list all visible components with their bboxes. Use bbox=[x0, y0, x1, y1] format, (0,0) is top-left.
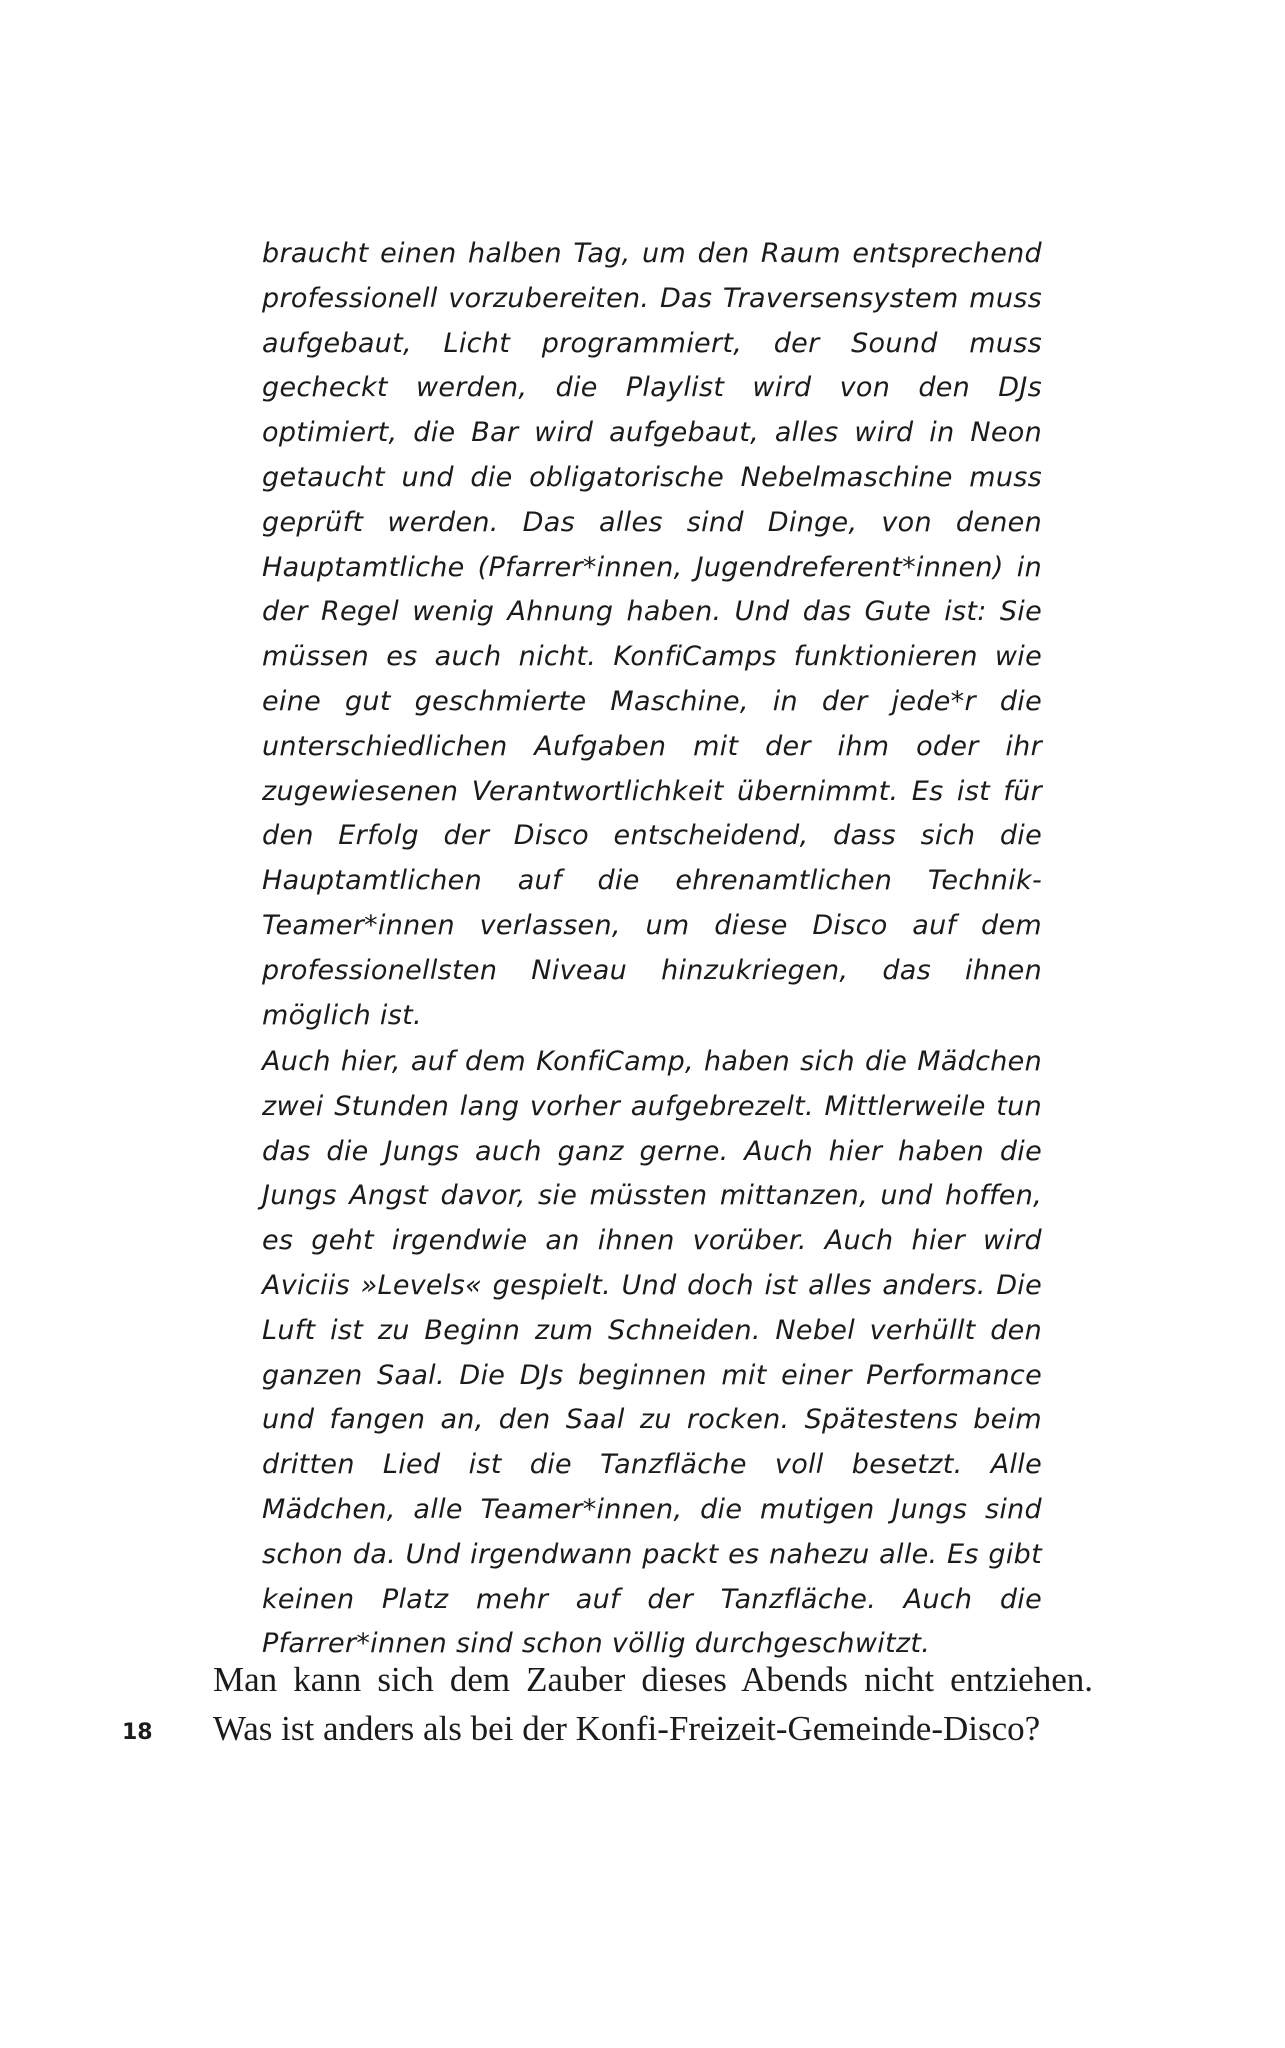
italic-paragraph-2: Auch hier, auf dem KonfiCamp, haben sich die Mädchen zwei Stunden lang vorher aufgebrezelt. Mittlerweile tun das die Jungs auch ganz gerne. Auch hier haben die Jungs Angst davor, sie müssten mittanzen, und hoffen, es geht irgendwie an ihnen vorüber. Auch hier wird Aviciis »Levels« gespielt. Und doch ist alles anders. Die Luft ist zu Beginn zum Schneiden. Nebel verhüllt den ganzen Saal. Die DJs beginnen mit einer Performance und fangen an, den Saal zu rocken. Spätestens beim dritten Lied ist die Tanzfläche voll besetzt. Alle Mädchen, alle Teamer*innen, die mutigen Jungs sind schon da. Und irgendwann packt es nahezu alle. Es gibt keinen Platz mehr auf der Tanzfläche. Auch die Pfarrer*innen sind schon völlig durchgeschwitzt. bbox=[262, 1046, 1042, 1660]
body-text: Man kann sich dem Zauber dieses Abends nicht entziehen. Was ist anders als bei der Konfi-Freizeit-Gemeinde-Disco? bbox=[213, 1660, 1093, 1748]
italic-paragraph-1: braucht einen halben Tag, um den Raum entsprechend professionell vorzubereiten. Das Traversensystem muss aufgebaut, Licht programmiert, der Sound muss gecheckt werden, die Playlist wird von den DJs optimiert, die Bar wird aufgebaut, alles wird in Neon getaucht und die obligatorische Nebelmaschine muss geprüft werden. Das alles sind Dinge, von denen Hauptamtliche (Pfarrer*innen, Jugendreferent*innen) in der Regel wenig Ahnung haben. Und das Gute ist: Sie müssen es auch nicht. KonfiCamps funktionieren wie eine gut geschmierte Maschine, in der jede*r die unterschiedlichen Aufgaben mit der ihm oder ihr zugewiesenen Verantwortlichkeit übernimmt. Es ist für den Erfolg der Disco entscheidend, dass sich die Hauptamtlichen auf die ehrenamtlichen Technik-Teamer*innen verlassen, um diese Disco auf dem professionellsten Niveau hinzukriegen, das ihnen möglich ist. bbox=[262, 238, 1042, 1031]
page-number: 18 bbox=[122, 1720, 153, 1745]
